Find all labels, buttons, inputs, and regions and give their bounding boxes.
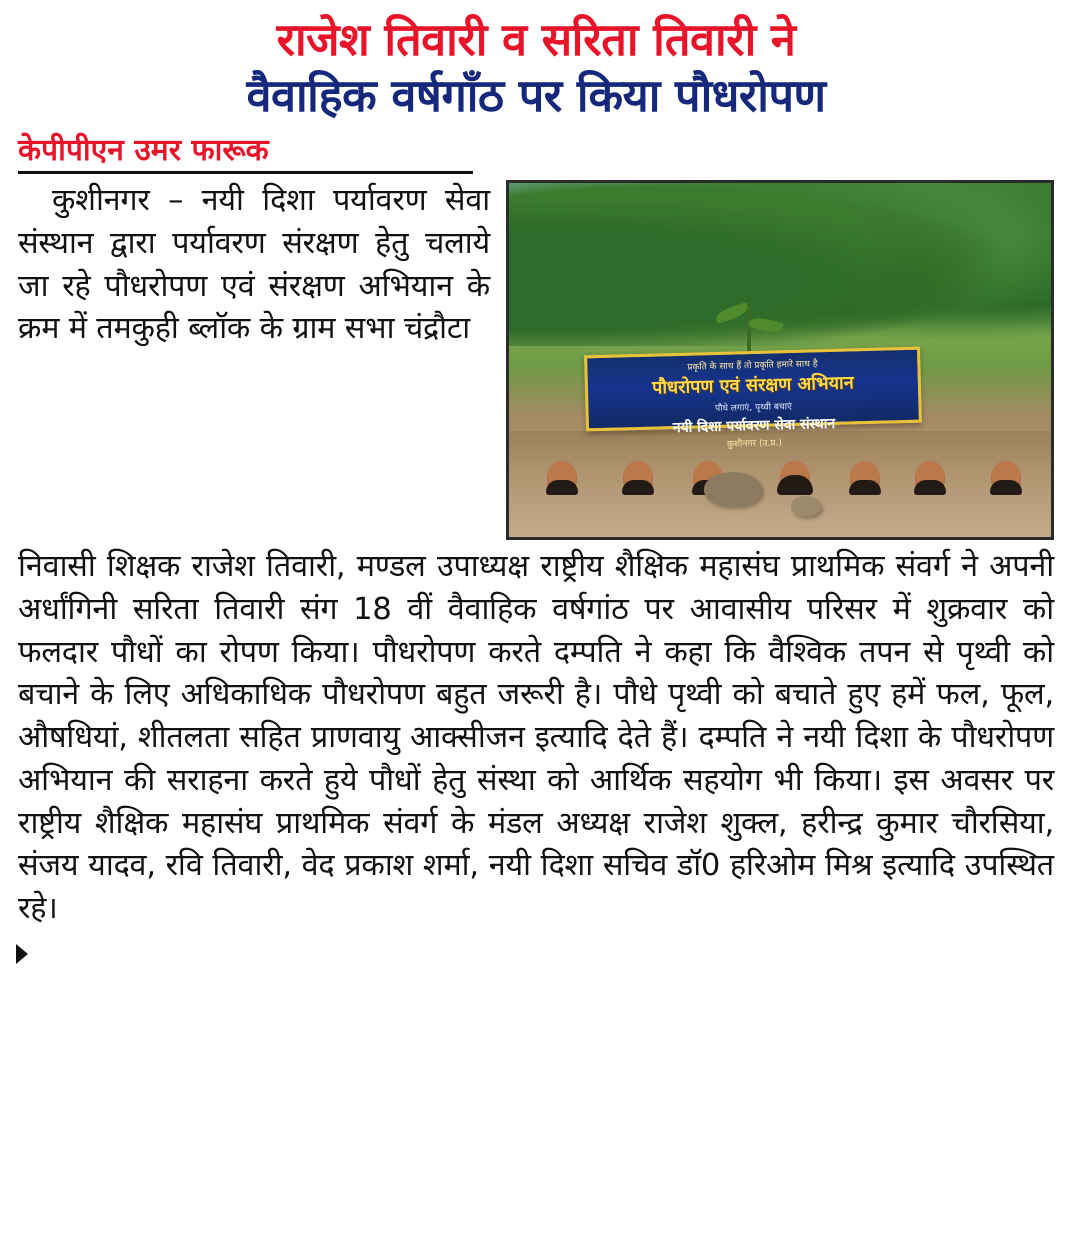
article-headline	[18, 14, 1054, 122]
byline-divider	[18, 171, 473, 174]
banner-top-text: प्रकृति के साथ हैं तो प्रकृति हमारे साथ है	[687, 359, 818, 373]
banner-place-text: कुशीनगर (उ.प्र.)	[726, 438, 782, 450]
article-body	[18, 180, 1054, 930]
headline-line-2: वैवाहिक वर्षगाँठ पर किया पौधरोपण	[246, 69, 826, 123]
photo-rock-small	[791, 496, 821, 516]
headline-line-1: राजेश तिवारी व सरिता तिवारी ने	[276, 13, 796, 66]
page-marker-arrow-icon	[16, 944, 28, 964]
banner-sub-text: पौधे लगाएं, पृथ्वी बचाएं	[714, 401, 792, 414]
photo-people-group	[509, 233, 1051, 495]
byline-block	[18, 134, 473, 174]
banner-org-text: नयी दिशा पर्यावरण सेवा संस्थान	[672, 415, 836, 436]
photo-rock-large	[704, 472, 762, 506]
article-photo-figure	[506, 180, 1054, 540]
byline: केपीपीएन उमर फारूक	[18, 133, 269, 169]
photo-banner	[584, 346, 922, 450]
banner-main-text: पौधरोपण एवं संरक्षण अभियान	[651, 372, 854, 399]
body-paragraph-intro: कुशीनगर – नयी दिशा पर्यावरण सेवा संस्थान द्वारा पर्यावरण संरक्षण हेतु चलाये जा रहे पौधरोपण एवं संरक्षण अभियान के क्रम में तमकुही ब्लॉक के ग्राम सभा चंद्रौटा	[18, 183, 490, 347]
body-paragraph-rest: निवासी शिक्षक राजेश तिवारी, मण्डल उपाध्यक्ष राष्ट्रीय शैक्षिक महासंघ प्राथमिक संवर्ग ने अपनी अर्धांगिनी सरिता तिवारी संग 18 वीं वैवाहिक वर्षगांठ पर आवासीय परिसर में शुक्रवार को फलदार पौधों का रोपण किया। पौधरोपण करते दम्पति ने कहा कि वैश्विक तपन से पृथ्वी को बचाने के लिए अधिकाधिक पौधरोपण बहुत जरूरी है। पौधे पृथ्वी को बचाते हुए हमें फल, फूल, औषधियां, शीतलता सहित प्राणवायु आक्सीजन इत्यादि देते हैं। दम्पति ने नयी दिशा के पौधरोपण अभियान की सराहना करते हुये पौधों हेतु संस्था को आर्थिक सहयोग भी किया। इस अवसर पर राष्ट्रीय शैक्षिक महासंघ प्राथमिक संवर्ग के मंडल अध्यक्ष राजेश शुक्ल, हरीन्द्र कुमार चौरसिया, संजय यादव, रवि तिवारी, वेद प्रकाश शर्मा, नयी दिशा सचिव डॉ0 हरिओम मिश्र इत्यादि उपस्थित रहे।	[18, 549, 1054, 926]
article-photo	[506, 180, 1054, 540]
